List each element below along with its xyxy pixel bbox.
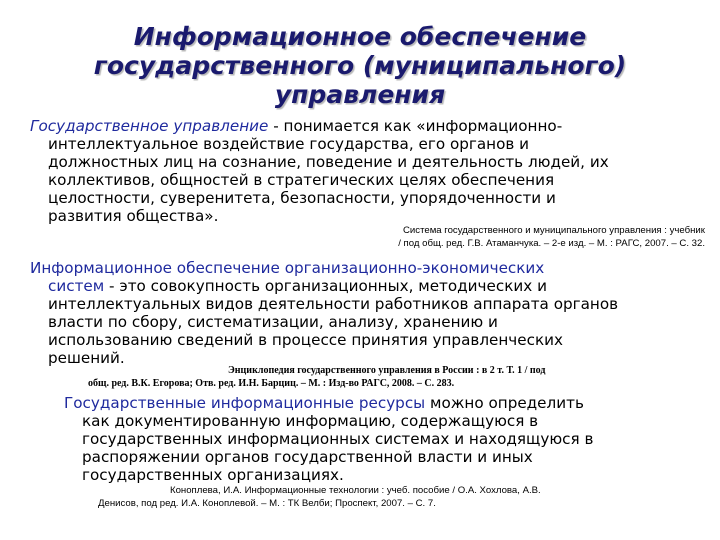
- title-line-1: Информационное обеспечение: [133, 22, 587, 51]
- slide-title: [60, 22, 660, 109]
- definition-line: целостности, суверенитета, безопасности, упорядоченности и: [48, 189, 556, 207]
- definition-line: использованию сведений в процессе принятия управленческих: [48, 331, 564, 349]
- source-citation-2: Энциклопедия государственного управления в России : в 2 т. Т. 1 / под общ. ред. В.К. Егорова; Отв. ред. И.Н. Барциц. – М. : Изд-во РАГС, 2008. – С. 283.: [88, 365, 546, 389]
- definition-information-support: [30, 259, 710, 367]
- definition-line: государственных организациях.: [82, 466, 344, 484]
- definition-line: власти по сбору, систематизации, анализу, хранению и: [48, 313, 498, 331]
- definition-line: решений.: [48, 349, 125, 367]
- term-information-support: Информационное обеспечение организационно-экономических: [30, 259, 545, 277]
- definition-state-info-resources: [64, 394, 714, 484]
- definition-line: Государственные информационные ресурсы можно определить: [64, 394, 584, 412]
- source-citation-3: Коноплева, И.А. Информационные технологии : учеб. пособие / О.А. Хохлова, А.В. Денисов, под ред. И.А. Коноплевой. – М. : ТК Велби; Проспект, 2007. – С. 7.: [98, 485, 541, 509]
- definition-line: интеллектуальных видов деятельности работников аппарата органов: [48, 295, 619, 313]
- title-line-2: государственного (муниципального): [93, 51, 627, 80]
- definition-line: государственных информационных системах и находящуюся в: [82, 430, 594, 448]
- definition-line: коллективов, общностей в стратегических целях обеспечения: [48, 171, 555, 189]
- definition-line: развития общества».: [48, 207, 219, 225]
- term-state-info-resources: Государственные информационные ресурсы: [64, 394, 426, 412]
- definition-line: систем - это совокупность организационных, методических и: [48, 277, 547, 295]
- definition-line: должностных лиц на сознание, поведение и деятельность людей, их: [48, 153, 609, 171]
- definition-state-management: [30, 117, 710, 225]
- source-citation-1: Система государственного и муниципального управления : учебник / под общ. ред. Г.В. Атаманчука. – 2-е изд. – М. : РАГС, 2007. – С. 32.: [398, 225, 705, 249]
- definition-line: Государственное управление - понимается как «информационно-: [30, 117, 563, 135]
- definition-line: интеллектуальное воздействие государства, его органов и: [48, 135, 530, 153]
- definition-line: как документированную информацию, содержащуюся в: [82, 412, 539, 430]
- term-state-management: Государственное управление: [30, 117, 269, 135]
- definition-line: распоряжении органов государственной власти и иных: [82, 448, 533, 466]
- title-line-3: управления: [274, 80, 446, 109]
